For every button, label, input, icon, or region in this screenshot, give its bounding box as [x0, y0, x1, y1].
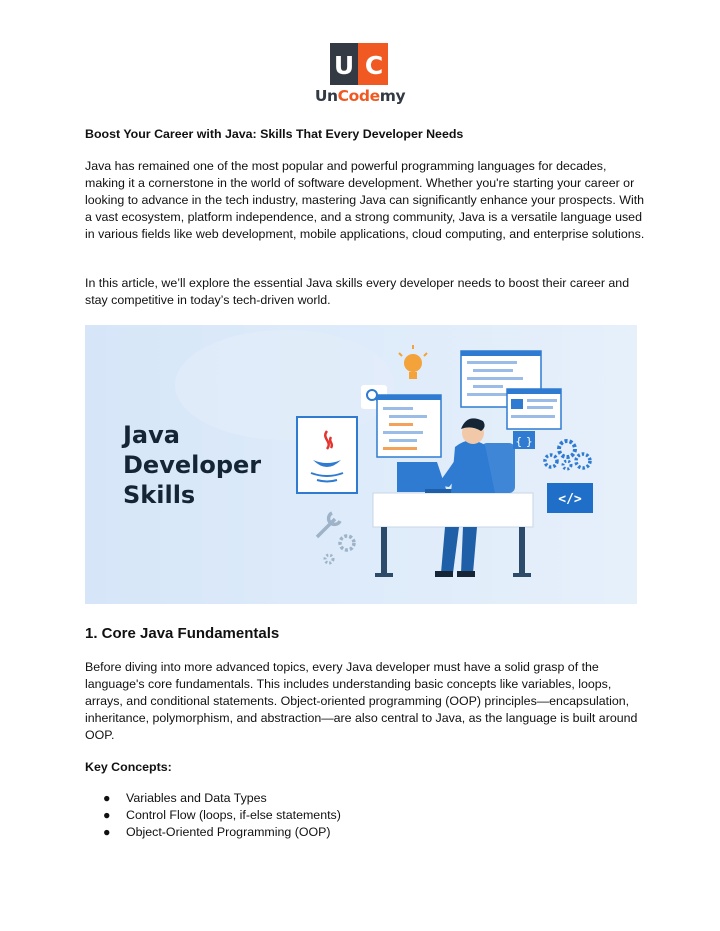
- java-developer-skills-banner: [85, 325, 637, 604]
- code-icon: [547, 483, 593, 513]
- java-logo-icon: [297, 417, 357, 493]
- article-intro-paragraph: In this article, we’ll explore the essential Java skills every developer needs to boost their career and stay competitive in today’s tech-driven world.: [85, 276, 630, 307]
- list-item: ● Object-Oriented Programming (OOP): [103, 825, 331, 839]
- key-concepts-list: [103, 790, 341, 841]
- bullet-icon: ●: [103, 808, 111, 822]
- bullet-icon: ●: [103, 825, 111, 839]
- key-concepts-label: Key Concepts:: [85, 760, 172, 774]
- svg-text:</>: </>: [558, 492, 582, 507]
- svg-text:C: C: [364, 51, 384, 80]
- logo-wordmark: UnCodemy: [314, 87, 406, 105]
- curly-braces-icon: [513, 431, 535, 449]
- list-item: ● Control Flow (loops, if-else statements): [103, 808, 341, 822]
- intro-paragraph: Java has remained one of the most popular and powerful programming languages for decades, making it a cornerstone in the world of software development. Whether you're starting your career or looking to advance in the tech industry, mastering Java can significantly enhance your prospects. With a vast ecosystem, platform independence, and a strong community, Java is a versatile language used in various fields like web development, mobile applications, cloud computing, and enterprise solutions.: [85, 159, 645, 241]
- svg-text:{ }: { }: [515, 435, 533, 448]
- banner-title-line2: Developer: [123, 451, 262, 479]
- list-item: ● Variables and Data Types: [103, 791, 267, 805]
- section-body-paragraph: Before diving into more advanced topics, every Java developer must have a solid grasp of the language's core fundamentals. This includes understanding basic concepts like variables, loops, arrays, and conditional statements. Object-oriented programming (OOP) principles—encapsulation, inheritance, polymorphism, and abstraction—are also central to Java, as the language is built around OOP.: [85, 660, 638, 742]
- document-title: Boost Your Career with Java: Skills That Every Developer Needs: [85, 127, 464, 141]
- uncodemy-logo: [310, 43, 410, 109]
- section-heading-core-java: 1. Core Java Fundamentals: [85, 625, 280, 642]
- banner-title-line3: Skills: [123, 481, 196, 509]
- code-window-small: [507, 389, 561, 429]
- code-window-center: [377, 395, 441, 457]
- uc-logo-mark: [330, 43, 388, 85]
- bullet-icon: ●: [103, 791, 111, 805]
- svg-text:U: U: [333, 51, 355, 80]
- banner-title-line1: Java: [123, 421, 180, 449]
